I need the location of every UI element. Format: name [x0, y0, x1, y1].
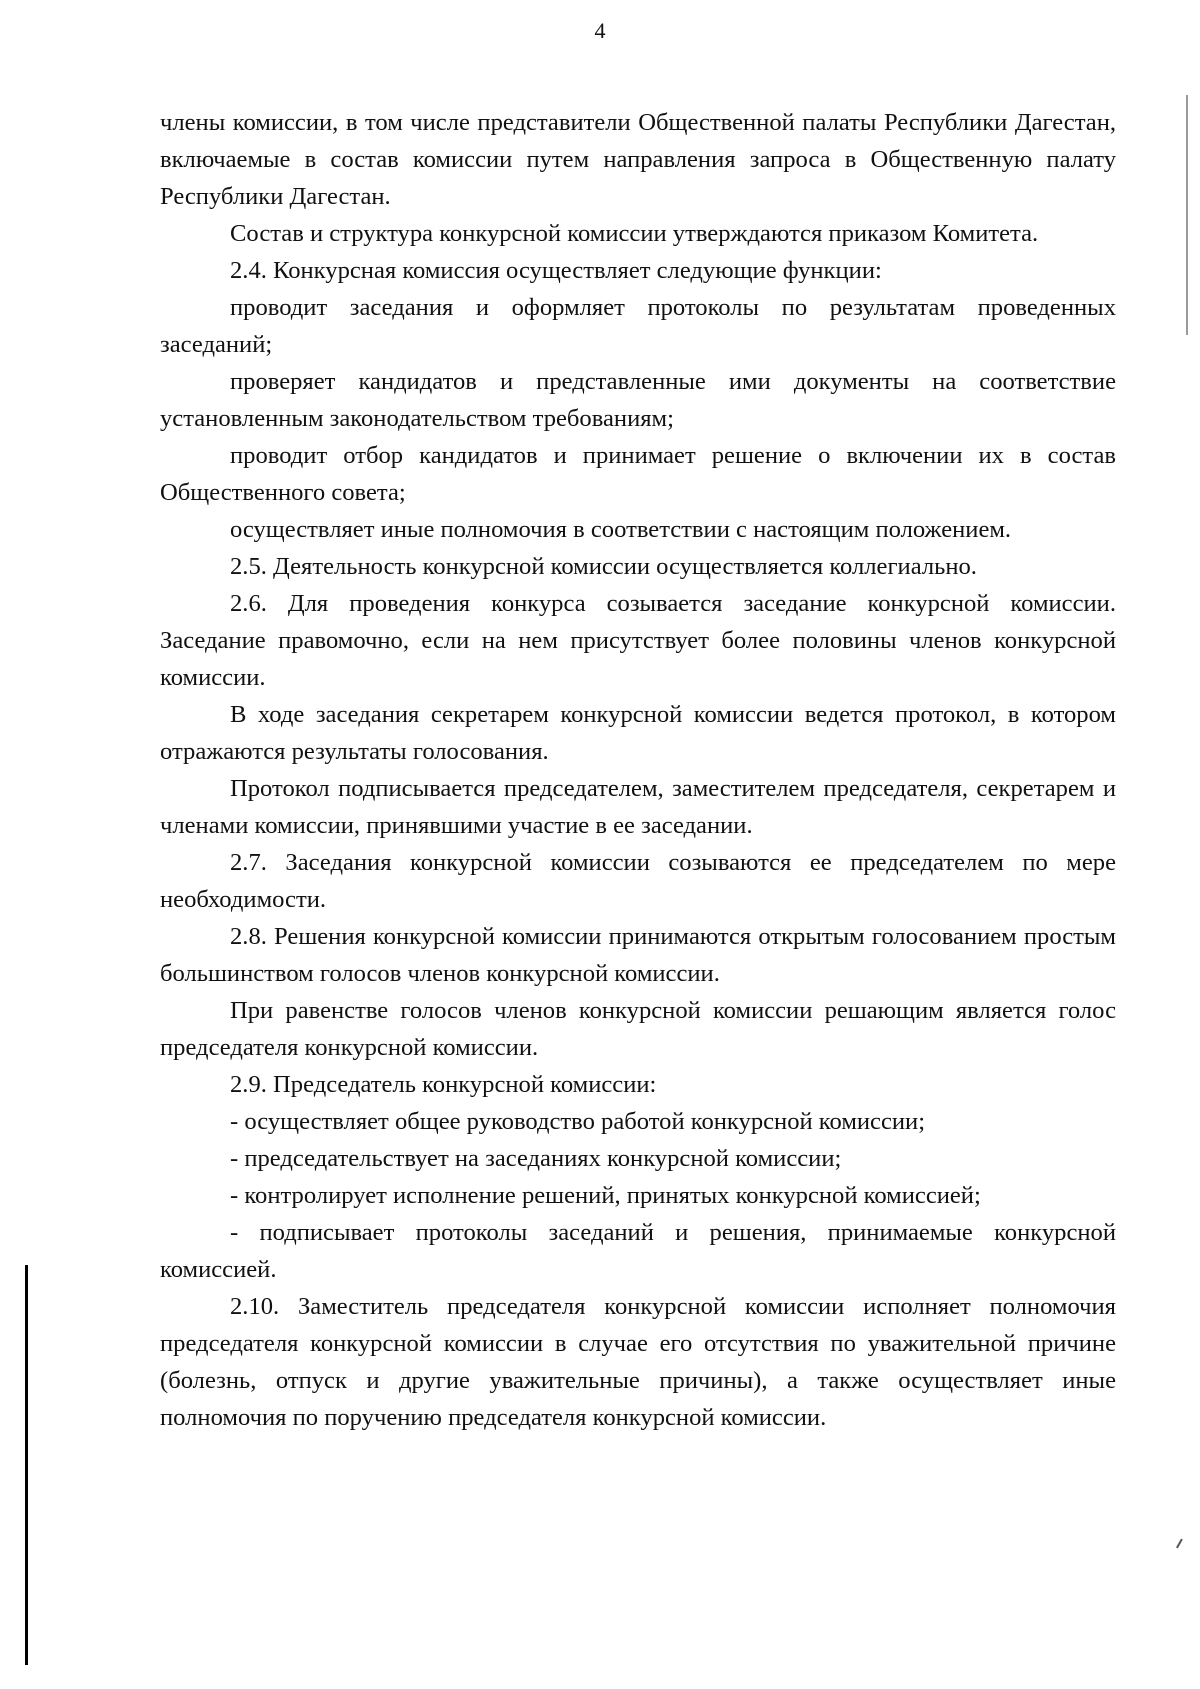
- paragraph: Состав и структура конкурсной комиссии утверждаются приказом Комитета.: [230, 220, 1039, 247]
- paragraph: 2.4. Конкурсная комиссия осуществляет следующие функции:: [230, 257, 882, 284]
- paragraph: проводит отбор кандидатов и принимает решение о включении их в состав Общественного совета;: [160, 442, 1116, 506]
- paragraph: - осуществляет общее руководство работой конкурсной комиссии;: [230, 1108, 926, 1135]
- paragraph: 2.8. Решения конкурсной комиссии принимаются открытым голосованием простым большинством голосов членов конкурсной комиссии.: [160, 923, 1116, 987]
- paragraph: - подписывает протоколы заседаний и решения, принимаемые конкурсной комиссией.: [160, 1219, 1116, 1283]
- paragraph: В ходе заседания секретарем конкурсной комиссии ведется протокол, в котором отражаются результаты голосования.: [160, 701, 1116, 765]
- page-number: 4: [594, 18, 606, 43]
- document-body: [160, 104, 1116, 1436]
- paragraph: проверяет кандидатов и представленные ими документы на соответствие установленным законодательством требованиям;: [160, 368, 1116, 432]
- paragraph: При равенстве голосов членов конкурсной комиссии решающим является голос председателя конкурсной комиссии.: [160, 997, 1116, 1061]
- scan-edge-right: [1186, 95, 1188, 335]
- paragraph: Протокол подписывается председателем, заместителем председателя, секретарем и членами комиссии, принявшими участие в ее заседании.: [160, 775, 1116, 839]
- paragraph: осуществляет иные полномочия в соответствии с настоящим положением.: [230, 516, 1012, 543]
- scan-mark: [1176, 1539, 1188, 1552]
- scan-edge-left: [25, 1265, 28, 1665]
- paragraph: 2.5. Деятельность конкурсной комиссии осуществляется коллегиально.: [230, 553, 977, 580]
- paragraph: - председательствует на заседаниях конкурсной комиссии;: [230, 1145, 842, 1172]
- paragraph: - контролирует исполнение решений, принятых конкурсной комиссией;: [230, 1182, 981, 1209]
- paragraph: 2.6. Для проведения конкурса созывается заседание конкурсной комиссии. Заседание правомочно, если на нем присутствует более половины членов конкурсной комиссии.: [160, 590, 1116, 691]
- paragraph: 2.7. Заседания конкурсной комиссии созываются ее председателем по мере необходимости.: [160, 849, 1116, 913]
- paragraph: 2.9. Председатель конкурсной комиссии:: [230, 1071, 657, 1098]
- paragraph: члены комиссии, в том числе представители Общественной палаты Республики Дагестан, включаемые в состав комиссии путем направления запроса в Общественную палату Республики Дагестан.: [160, 109, 1116, 210]
- paragraph: проводит заседания и оформляет протоколы по результатам проведенных заседаний;: [160, 294, 1116, 358]
- paragraph: 2.10. Заместитель председателя конкурсной комиссии исполняет полномочия председателя конкурсной комиссии в случае его отсутствия по уважительной причине (болезнь, отпуск и другие уважительные причины), а также осуществляет иные полномочия по поручению председателя конкурсной комиссии.: [160, 1293, 1116, 1431]
